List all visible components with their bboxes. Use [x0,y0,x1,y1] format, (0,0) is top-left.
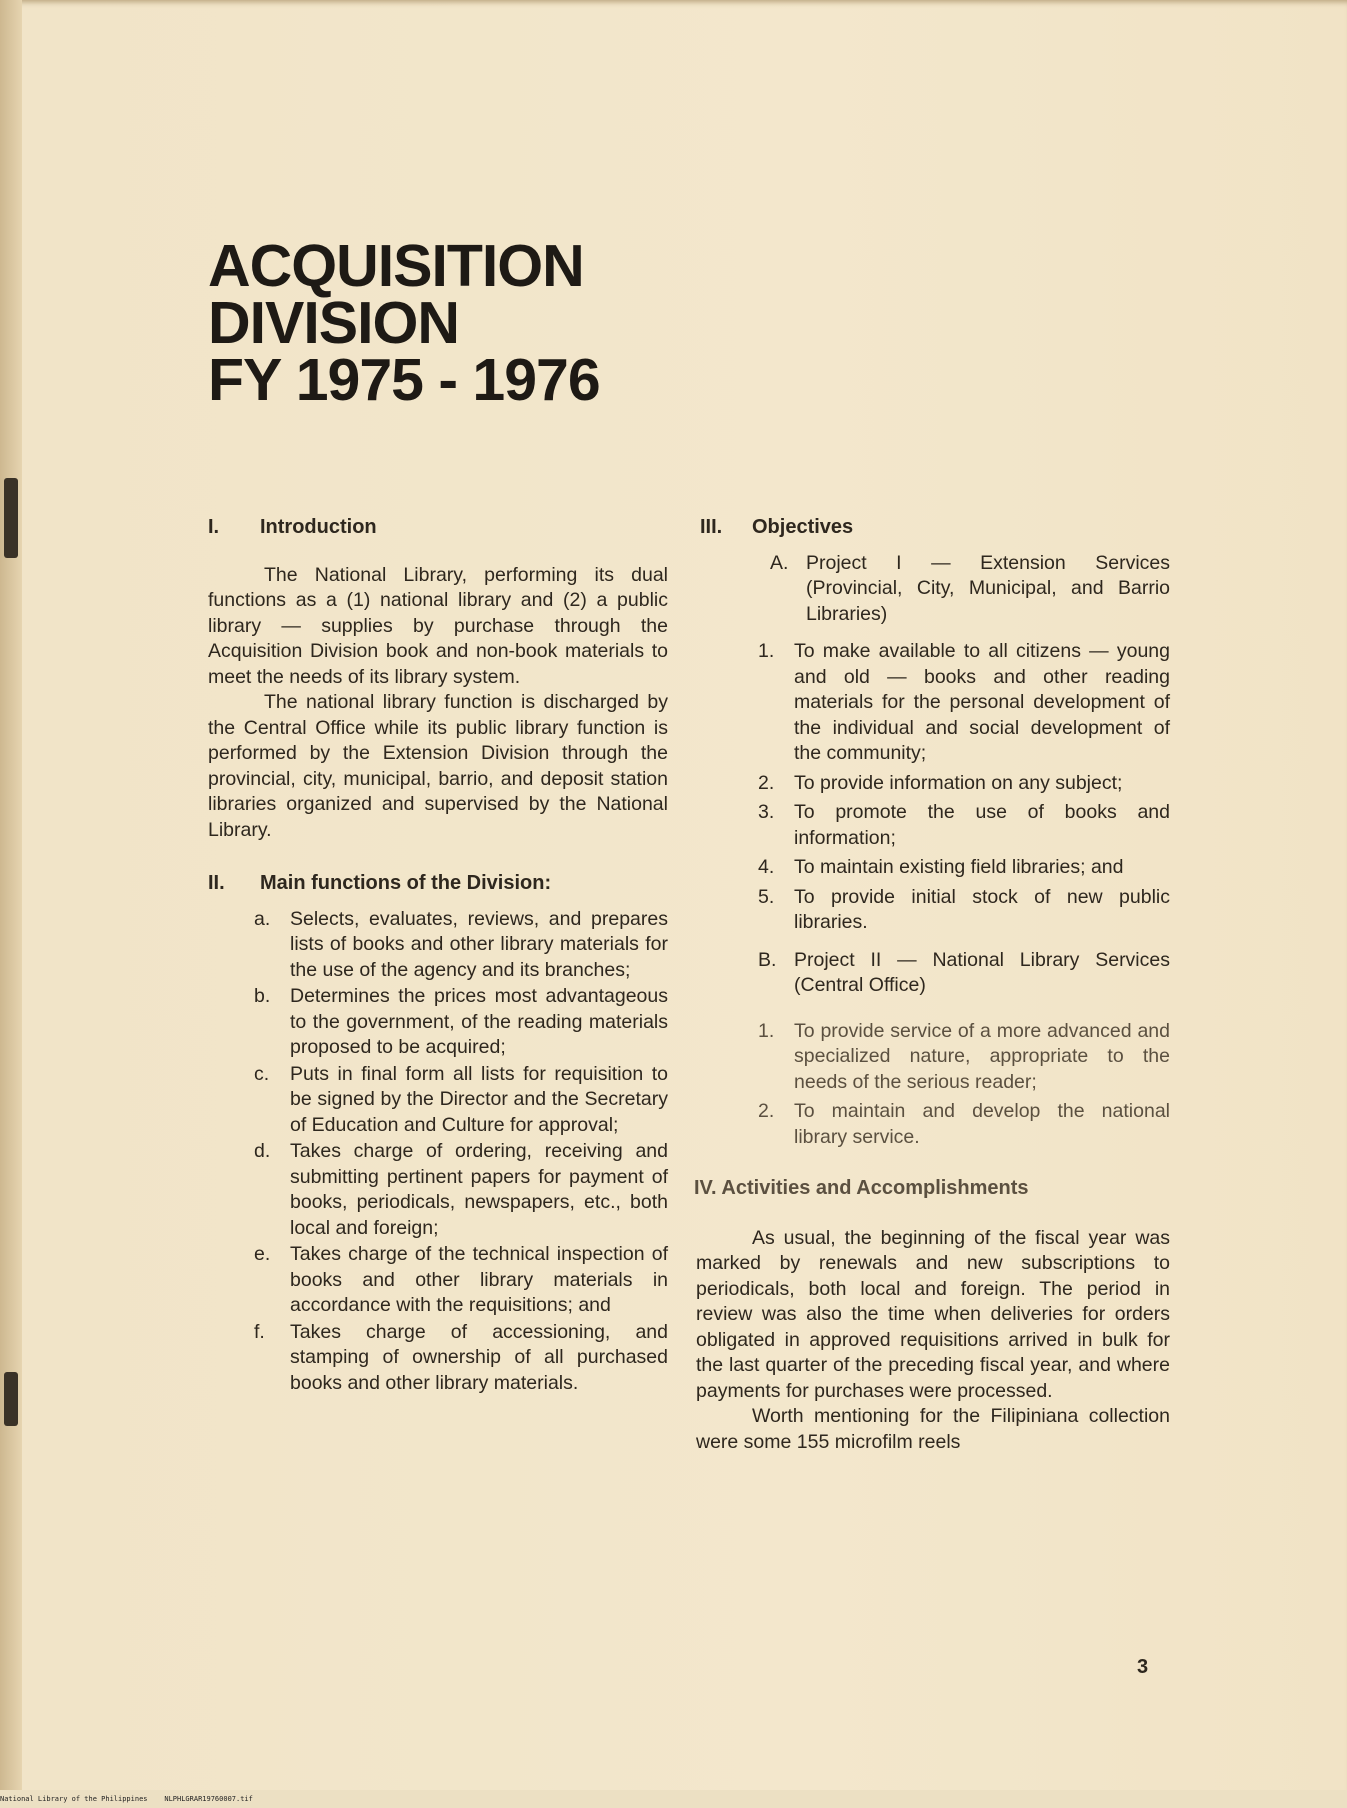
list-item: c. Puts in final form all lists for requisition to be signed by the Director and the Secretary of Education and Culture for approval; [254,1062,668,1136]
section-title: Introduction [260,516,377,538]
list-item: 3. To promote the use of books and information; [758,801,1170,849]
list-item: B. Project II — National Library Services (Central Office) [758,948,1170,996]
project-a [770,551,1170,628]
list-item: 1. To make available to all citizens — young and old — books and other reading materials for the personal development of the individual and social development of the community; [758,640,1170,764]
right-column [694,515,1170,1455]
page-edge [0,0,22,1790]
list-item: 2. To provide information on any subject; [758,771,1123,794]
title-line-3: FY 1975 - 1976 [208,347,600,413]
list-item: 1. To provide service of a more advanced and specialized nature, appropriate to the needs of the serious reader; [758,1019,1170,1093]
intro-paragraph-1: The National Library, performing its dual functions as a (1) national library and (2) a public library — supplies by purchase through the Acquisition Division book and non-book materials to meet the needs of its library system. [208,563,668,688]
activities-paragraph-1: As usual, the beginning of the fiscal year was marked by renewals and new subscriptions to periodicals, both local and foreign. The period in review was also the time when deliveries for orders obligated in approved requisitions arrived in bulk for the last quarter of the preceding fiscal year, and where payments for purchases were processed. [696,1226,1170,1402]
list-item: e. Takes charge of the technical inspection of books and other library materials in accordance with the requisitions; and [254,1243,668,1316]
intro-paragraph-2: The national library function is discharged by the Central Office while its public library function is performed by the Extension Division through the provincial, city, municipal, barrio, and deposit station libraries organized and supervised by the National Library. [208,691,668,841]
activities-paragraph-2: Worth mentioning for the Filipiniana collection were some 155 microfilm reels [696,1405,1170,1453]
section-title: Main functions of the Division: [260,872,552,894]
page-title [208,233,600,413]
scan-footer: National Library of the Philippines NLPHLGRAR19760007.tif [0,1795,253,1803]
binder-clip [4,478,18,558]
section-number: II. [208,872,225,894]
list-item: 5. To provide initial stock of new public libraries. [758,885,1170,933]
left-column [208,515,668,1397]
list-item: d. Takes charge of ordering, receiving and submitting pertinent papers for payment of books, periodicals, newspapers, etc., both local and foreign; [254,1140,668,1239]
list-item: b. Determines the prices most advantageous to the government, of the reading materials proposed to be acquired; [254,985,668,1058]
title-line-2: DIVISION [208,290,459,356]
list-item: 2. To maintain and develop the national library service. [758,1100,1170,1148]
list-item: A. Project I — Extension Services (Provincial, City, Municipal, and Barrio Libraries) [770,551,1170,625]
section-functions-heading [208,871,668,897]
list-item: f. Takes charge of accessioning, and stamping of ownership of all purchased books and other library materials. [254,1320,668,1394]
section-number: III. [700,516,723,538]
list-item: 4. To maintain existing field libraries; and [758,856,1124,878]
binder-clip [4,1372,18,1426]
section-objectives-heading [700,515,1170,541]
section-activities-heading: IV. Activities and Accomplishments [694,1177,1029,1199]
section-title: Objectives [752,516,854,538]
project-a-objectives [758,639,1170,936]
project-b-objectives [758,1019,1170,1151]
section-introduction-heading [208,515,668,541]
page-number: 3 [1137,1656,1149,1678]
section-number: I. [208,516,220,538]
list-item: a. Selects, evaluates, reviews, and prepares lists of books and other library materials for the use of the agency and its branches; [254,907,668,981]
project-b [758,948,1170,999]
functions-list [254,907,668,1397]
title-line-1: ACQUISITION [208,233,584,299]
